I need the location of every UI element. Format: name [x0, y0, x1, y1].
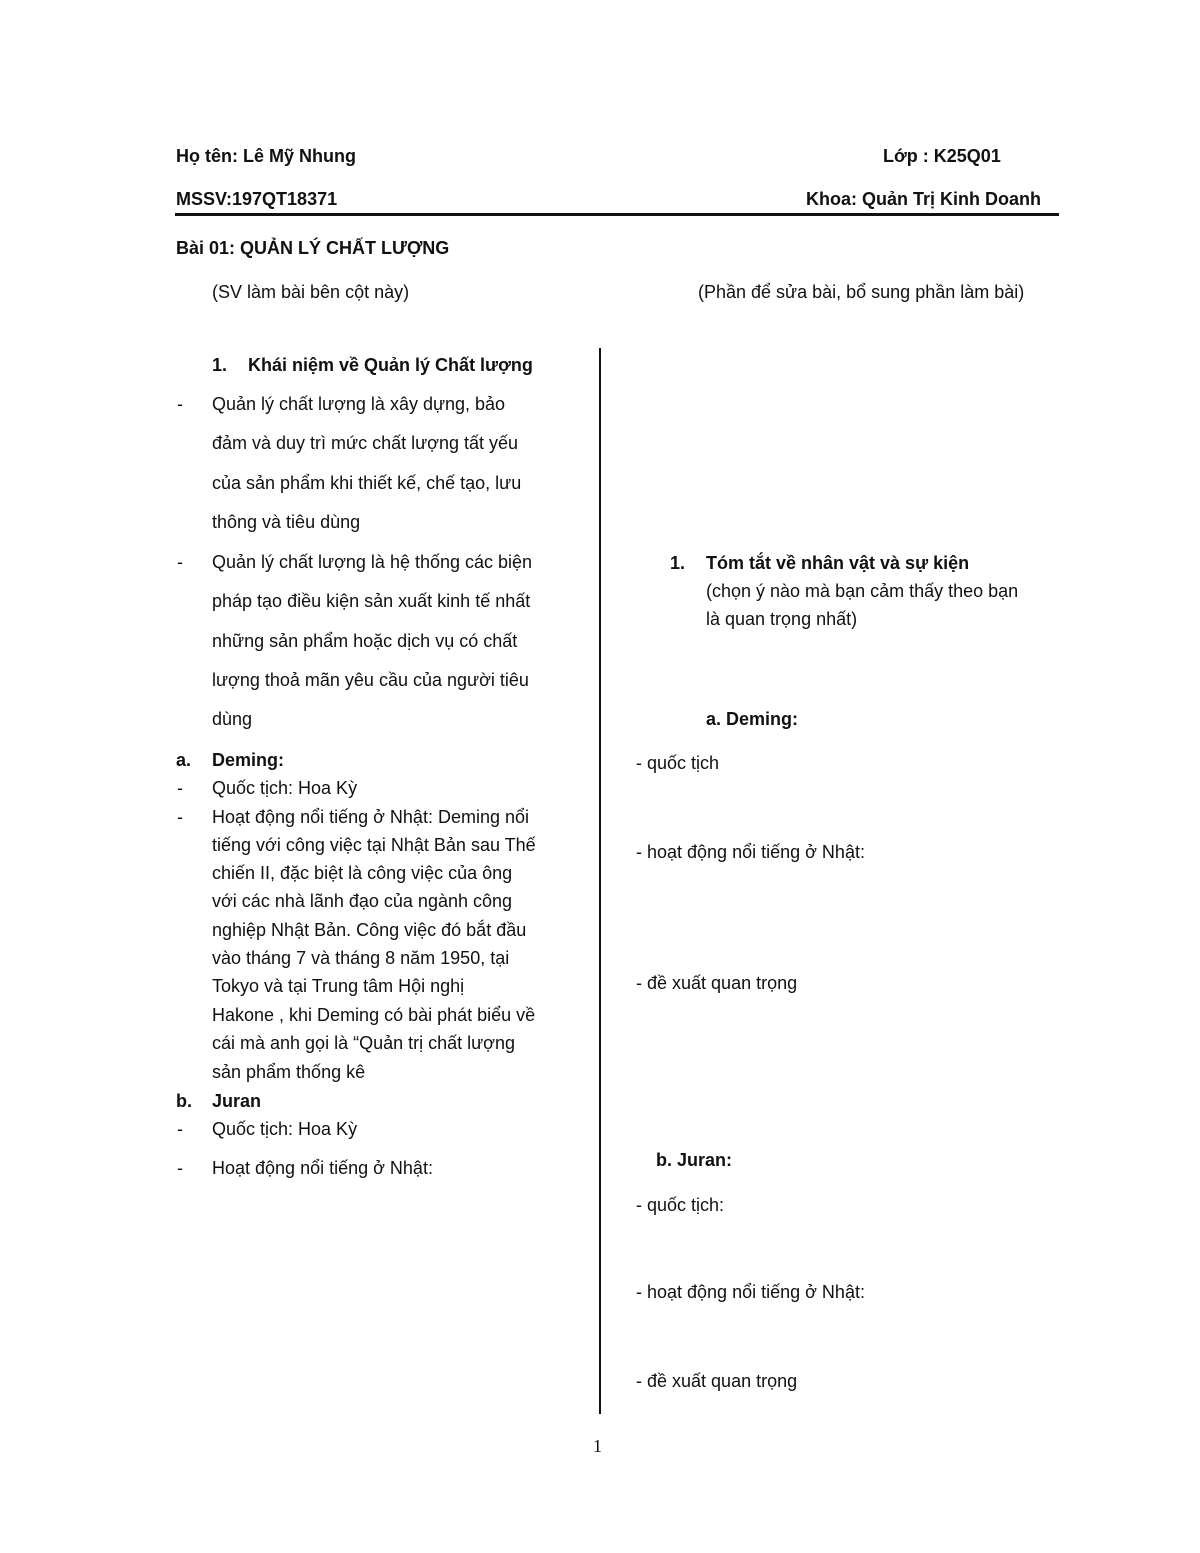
definition-1-line: đảm và duy trì mức chất lượng tất yếu	[212, 433, 519, 453]
deming-activity-line: Tokyo và tại Trung tâm Hội nghị	[212, 976, 465, 996]
right-section-note-line: (chọn ý nào mà bạn cảm thấy theo bạn	[706, 581, 1019, 601]
deming-activity-line: Hakone , khi Deming có bài phát biểu về	[212, 1005, 536, 1025]
deming-activity-line: tiếng với công việc tại Nhật Bản sau Thế	[212, 835, 536, 855]
definition-1-line: thông và tiêu dùng	[212, 512, 361, 532]
faculty-label: Khoa: Quản Trị Kinh Doanh	[806, 189, 1041, 209]
right-section-note-line: là quan trọng nhất)	[706, 609, 858, 629]
deming-activity-line: sản phẩm thống kê	[212, 1062, 366, 1082]
deming-heading: Deming:	[212, 750, 284, 770]
definition-2-line: lượng thoả mãn yêu cầu của người tiêu	[212, 670, 529, 690]
juran-nationality: Quốc tịch: Hoa Kỳ	[212, 1119, 358, 1139]
definition-2-line: Quản lý chất lượng là hệ thống các biện	[212, 552, 533, 572]
header-divider	[175, 213, 1059, 216]
student-id: MSSV:197QT18371	[176, 189, 338, 209]
definition-2-line: dùng	[212, 709, 253, 729]
deming-activity-line: chiến II, đặc biệt là công việc của ông	[212, 863, 513, 883]
section-number: 1.	[212, 355, 228, 375]
bullet-dash: -	[177, 807, 183, 827]
page-title: Bài 01: QUẢN LÝ CHẤT LƯỢNG	[176, 238, 450, 258]
bullet-dash: -	[177, 1119, 183, 1139]
right-column-note: (Phần để sửa bài, bổ sung phần làm bài)	[698, 282, 1025, 302]
juran-activity: Hoạt động nổi tiếng ở Nhật:	[212, 1158, 433, 1178]
bullet-dash: -	[177, 394, 183, 414]
juran-heading: Juran	[212, 1091, 262, 1111]
right-section-title: Tóm tắt về nhân vật và sự kiện	[706, 553, 970, 573]
item-letter-a: a.	[176, 750, 192, 770]
deming-activity-line: với các nhà lãnh đạo của ngành công	[212, 891, 513, 911]
bullet-dash: -	[177, 552, 183, 572]
right-juran-activity: - hoạt động nổi tiếng ở Nhật:	[636, 1282, 865, 1302]
right-juran-nationality: - quốc tịch:	[636, 1195, 725, 1215]
class-label: Lớp : K25Q01	[883, 146, 1001, 166]
definition-2-line: pháp tạo điều kiện sản xuất kinh tế nhất	[212, 591, 531, 611]
definition-2-line: những sản phẩm hoặc dịch vụ có chất	[212, 631, 518, 651]
right-section-number: 1.	[670, 553, 686, 573]
deming-activity-line: nghiệp Nhật Bản. Công việc đó bắt đầu	[212, 920, 527, 940]
right-juran-heading: b. Juran:	[656, 1150, 733, 1170]
right-juran-proposal: - đề xuất quan trọng	[636, 1371, 798, 1391]
bullet-dash: -	[177, 1158, 183, 1178]
bullet-dash: -	[177, 778, 183, 798]
item-letter-b: b.	[176, 1091, 192, 1111]
student-name: Họ tên: Lê Mỹ Nhung	[176, 146, 356, 166]
right-deming-nationality: - quốc tịch	[636, 753, 720, 773]
page-number: 1	[593, 1436, 602, 1456]
left-column-note: (SV làm bài bên cột này)	[212, 282, 410, 302]
deming-activity-line: Hoạt động nổi tiếng ở Nhật: Deming nổi	[212, 807, 529, 827]
deming-activity-line: cái mà anh gọi là “Quản trị chất lượng	[212, 1033, 516, 1053]
deming-nationality: Quốc tịch: Hoa Kỳ	[212, 778, 358, 798]
definition-1-line: Quản lý chất lượng là xây dựng, bảo	[212, 394, 506, 414]
section-title: Khái niệm về Quản lý Chất lượng	[248, 355, 533, 375]
column-divider	[599, 348, 601, 1414]
definition-1-line: của sản phẩm khi thiết kế, chế tạo, lưu	[212, 473, 522, 493]
right-deming-activity: - hoạt động nổi tiếng ở Nhật:	[636, 842, 865, 862]
deming-activity-line: vào tháng 7 và tháng 8 năm 1950, tại	[212, 948, 510, 968]
right-deming-proposal: - đề xuất quan trọng	[636, 973, 798, 993]
right-deming-heading: a. Deming:	[706, 709, 799, 729]
